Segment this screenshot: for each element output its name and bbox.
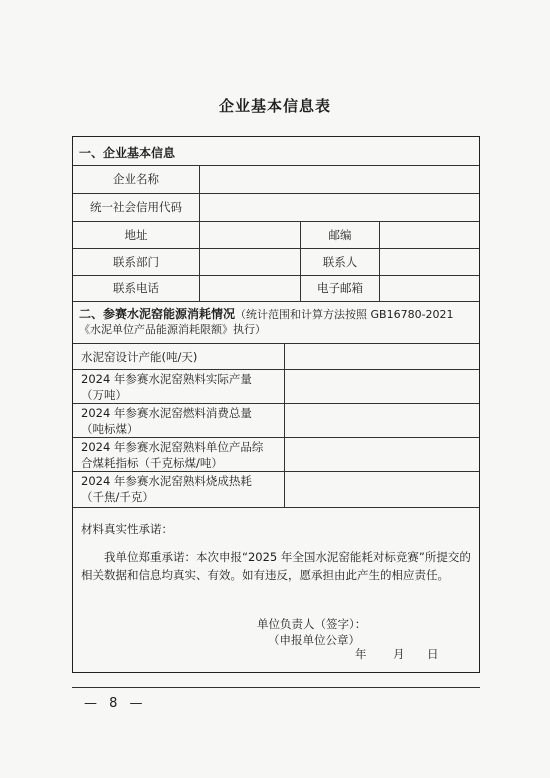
commitment-body: 我单位郑重承诺：本次申报“2025 年全国水泥窑能耗对标竞赛”所提交的相关数据和信息均真实、有效。如有违反，愿承担由此产生的相应责任。 (81, 550, 471, 582)
fuel-consumption-label-line1: 2024 年参赛水泥窑燃料消费总量 (81, 406, 252, 420)
section2-note-line1: （统计范围和计算方法按照 GB16780-2021 (235, 308, 454, 321)
contact-dept-field[interactable] (200, 248, 300, 275)
heat-consumption-label-line2: （千焦/千克） (81, 490, 154, 504)
section2-heading-line (79, 306, 454, 323)
date-year-label: 年 (355, 647, 367, 661)
date-day-label: 日 (427, 647, 439, 661)
clinker-output-field[interactable] (285, 369, 480, 403)
fuel-consumption-field[interactable] (285, 403, 480, 437)
design-capacity-field[interactable] (285, 343, 480, 369)
divider (300, 221, 301, 301)
design-capacity-label: 水泥窑设计产能(吨/天) (81, 350, 198, 364)
coal-consumption-field[interactable] (285, 437, 480, 471)
phone-label: 联系电话 (113, 281, 159, 295)
section2-heading: 二、参赛水泥窑能源消耗情况 (79, 307, 236, 321)
coal-consumption-label-line2: 合煤耗指标（千克标煤/吨） (81, 456, 223, 470)
email-field[interactable] (380, 275, 480, 301)
address-field[interactable] (200, 221, 300, 248)
credit-code-field[interactable] (200, 193, 480, 221)
divider (379, 221, 380, 301)
company-name-field[interactable] (200, 165, 480, 193)
date-month-label: 月 (393, 647, 405, 661)
divider (73, 507, 479, 508)
signature-field[interactable] (383, 613, 473, 633)
heat-consumption-label-line1: 2024 年参赛水泥窑熟料烧成热耗 (81, 474, 252, 488)
credit-code-label: 统一社会信用代码 (90, 200, 182, 214)
section2-note-line2: 《水泥单位产品能源消耗限额》执行） (79, 323, 266, 336)
email-label: 电子邮箱 (317, 281, 363, 295)
seal-label: （申报单位公章） (268, 633, 360, 647)
fuel-consumption-label-line2: （吨标煤） (81, 422, 139, 436)
page-title: 企业基本信息表 (218, 97, 331, 115)
postcode-field[interactable] (380, 221, 480, 248)
signer-label: 单位负责人（签字）： (257, 617, 367, 631)
contact-person-field[interactable] (380, 248, 480, 275)
contact-dept-label: 联系部门 (113, 255, 159, 269)
clinker-output-label-line1: 2024 年参赛水泥窑熟料实际产量 (81, 372, 252, 386)
commitment-heading: 材料真实性承诺： (81, 522, 173, 536)
divider (73, 301, 479, 302)
heat-consumption-field[interactable] (285, 471, 480, 507)
section1-heading: 一、企业基本信息 (79, 146, 176, 160)
address-label: 地址 (124, 228, 148, 242)
contact-person-label: 联系人 (322, 255, 358, 269)
postcode-label: 邮编 (328, 228, 352, 242)
coal-consumption-label-line1: 2024 年参赛水泥窑熟料单位产品综 (81, 440, 264, 454)
phone-field[interactable] (200, 275, 300, 301)
page-number: — 8 — (84, 696, 147, 711)
company-name-label: 企业名称 (113, 172, 159, 186)
enterprise-info-form (72, 136, 480, 673)
divider (199, 165, 200, 301)
footer-rule (72, 687, 480, 688)
divider (284, 343, 285, 507)
clinker-output-label-line2: （万吨） (81, 388, 127, 402)
